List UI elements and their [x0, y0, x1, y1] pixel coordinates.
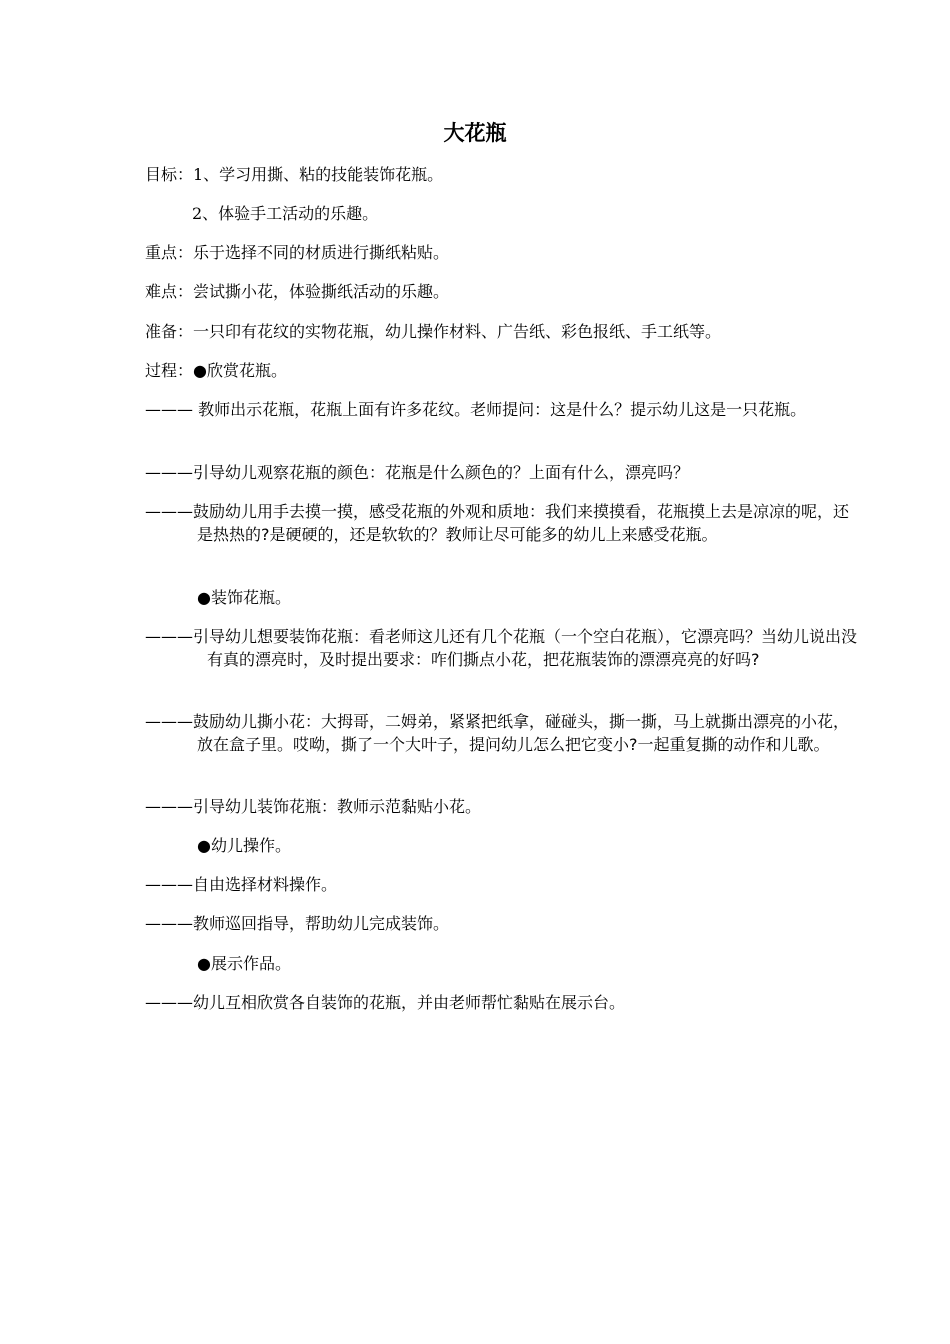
preparation-line: 准备：一只印有花纹的实物花瓶，幼儿操作材料、广告纸、彩色报纸、手工纸等。 — [145, 322, 722, 341]
page-title: 大花瓶 — [443, 121, 507, 145]
process-step-tear-flowers: ———鼓励幼儿撕小花：大拇哥，二姆弟，紧紧把纸拿，碰碰头，撕一撕，马上就撕出漂亮的小花，放在盒子里。哎呦，撕了一个大叶子，提问幼儿怎么把它变小?一起重复撕的动作和儿歌。 — [145, 712, 850, 754]
process-step-observe-color: ———引导幼儿观察花瓶的颜色：花瓶是什么颜色的？上面有什么，漂亮吗？ — [145, 463, 690, 482]
difficulty-line: 难点：尝试撕小花，体验撕纸活动的乐趣。 — [145, 282, 450, 301]
goal-line-1: 目标：1、学习用撕、粘的技能装饰花瓶。 — [145, 165, 444, 184]
goal-line-2: 2、体验手工活动的乐趣。 — [192, 204, 379, 223]
process-step-show-vase: ——— 教师出示花瓶，花瓶上面有许多花纹。老师提问：这是什么？提示幼儿这是一只花瓶。 — [145, 400, 807, 419]
process-step-appreciate: ———幼儿互相欣赏各自装饰的花瓶，并由老师帮忙黏贴在展示台。 — [145, 993, 626, 1012]
section-show-works: ●展示作品。 — [197, 954, 291, 973]
process-step-touch-vase: ———鼓励幼儿用手去摸一摸，感受花瓶的外观和质地：我们来摸摸看，花瓶摸上去是凉凉的呢，还是热热的?是硬硬的，还是软软的？教师让尽可能多的幼儿上来感受花瓶。 — [145, 502, 850, 544]
process-heading: 过程：●欣赏花瓶。 — [145, 361, 287, 380]
section-child-operation: ●幼儿操作。 — [197, 836, 291, 855]
process-step-want-decorate: ———引导幼儿想要装饰花瓶：看老师这儿还有几个花瓶（一个空白花瓶），它漂亮吗？当幼儿说出没有真的漂亮时，及时提出要求：咋们撕点小花，把花瓶装饰的漂漂亮亮的好吗? — [145, 627, 858, 669]
process-step-choose-material: ———自由选择材料操作。 — [145, 875, 338, 894]
process-step-guide-decorate: ———引导幼儿装饰花瓶：教师示范黏贴小花。 — [145, 797, 482, 816]
section-decorate-vase: ●装饰花瓶。 — [197, 588, 291, 607]
key-point-line: 重点：乐于选择不同的材质进行撕纸粘贴。 — [145, 243, 450, 262]
process-step-teacher-guide: ———教师巡回指导，帮助幼儿完成装饰。 — [145, 914, 450, 933]
